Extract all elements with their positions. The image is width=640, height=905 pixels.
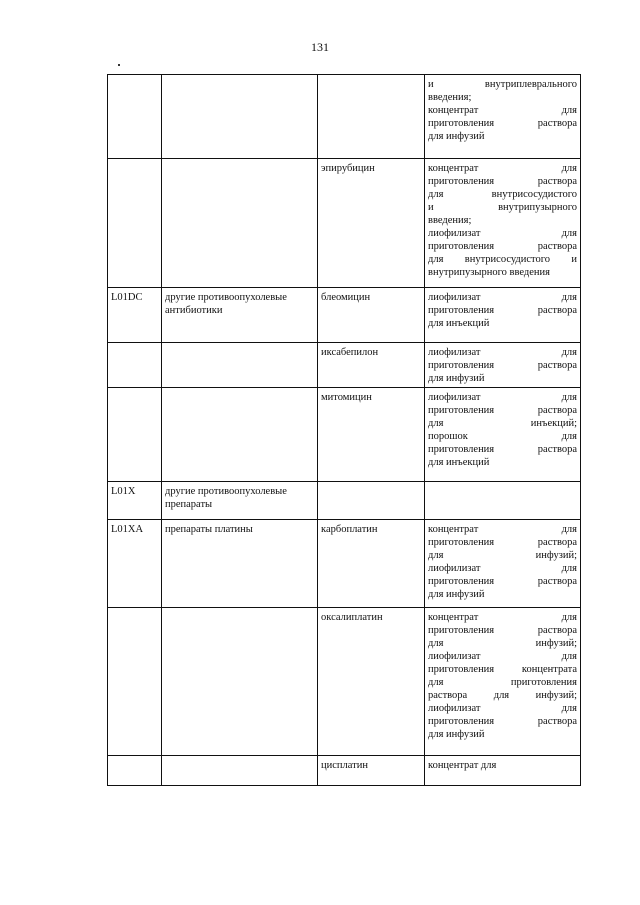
drug-name-cell [318,482,425,520]
table-row [108,343,581,388]
dosage-form-line: лиофилизат для [428,347,577,358]
table-row [108,608,581,756]
dosage-form-line: для инфузий [428,373,485,384]
group-name-cell [162,343,318,388]
dosage-form-line: порошок для [428,431,577,442]
dosage-form-line: лиофилизат для [428,392,577,403]
dosage-form-line: приготовления раствора [428,360,577,371]
atc-code-cell [108,343,162,388]
table-row [108,756,581,786]
atc-code-cell: L01XA [108,520,162,608]
table-row [108,482,581,520]
drug-table [107,74,581,786]
dosage-form-line: для внутрисосудистого и [428,254,577,265]
dosage-form-line: лиофилизат для [428,703,577,714]
atc-code-cell [108,159,162,288]
dosage-form-line: концентрат для [428,612,577,623]
table-row [108,288,581,343]
dosage-form-line: для инфузий [428,589,485,600]
dosage-form-line: и внутриплеврального [428,79,577,90]
dosage-form-line: введения; [428,92,472,103]
dosage-form-line: приготовления раствора [428,444,577,455]
group-name-cell [162,608,318,756]
dosage-form-line: лиофилизат для [428,292,577,303]
dosage-form-cell [425,756,581,786]
dosage-form-line: для приготовления [428,677,577,688]
group-name-cell [162,159,318,288]
drug-name-cell [318,75,425,159]
dosage-form-cell [425,388,581,482]
scan-dot [118,64,120,66]
dosage-form-line: концентрат для [428,760,497,771]
dosage-form-line: для инъекций; [428,418,577,429]
drug-name-cell: блеомицин [318,288,425,343]
dosage-form-cell [425,75,581,159]
table-row [108,520,581,608]
dosage-form-line: внутрипузырного введения [428,267,550,278]
group-name-cell: другие противоопухолевые антибиотики [162,288,318,343]
dosage-form-line: приготовления раствора [428,241,577,252]
dosage-form-line: концентрат для [428,105,577,116]
drug-name-cell: оксалиплатин [318,608,425,756]
dosage-form-cell [425,482,581,520]
dosage-form-line: для инфузий; [428,550,577,561]
dosage-form-cell [425,520,581,608]
drug-name-cell: иксабепилон [318,343,425,388]
group-name-cell: другие противоопухолевые препараты [162,482,318,520]
dosage-form-line: концентрат для [428,163,577,174]
dosage-form-line: приготовления раствора [428,118,577,129]
dosage-form-line: для инфузий; [428,638,577,649]
dosage-form-line: и внутрипузырного [428,202,577,213]
group-name-cell [162,756,318,786]
table-row [108,159,581,288]
dosage-form-line: для инъекций [428,318,490,329]
drug-name-cell: митомицин [318,388,425,482]
dosage-form-cell [425,608,581,756]
group-name-cell [162,388,318,482]
atc-code-cell [108,608,162,756]
dosage-form-line: концентрат для [428,524,577,535]
atc-code-cell [108,756,162,786]
dosage-form-line: для инфузий [428,131,485,142]
group-name-cell [162,75,318,159]
atc-code-cell: L01X [108,482,162,520]
dosage-form-line: лиофилизат для [428,651,577,662]
dosage-form-line: приготовления раствора [428,176,577,187]
dosage-form-line: приготовления раствора [428,405,577,416]
dosage-form-line: приготовления раствора [428,625,577,636]
page-number: 131 [311,40,329,54]
dosage-form-line: для внутрисосудистого [428,189,577,200]
atc-code-cell [108,388,162,482]
group-name-cell: препараты платины [162,520,318,608]
dosage-form-line: раствора для инфузий; [428,690,577,701]
dosage-form-line: введения; [428,215,472,226]
dosage-form-line: приготовления концентрата [428,664,577,675]
table-row [108,388,581,482]
dosage-form-line: приготовления раствора [428,537,577,548]
dosage-form-cell [425,288,581,343]
drug-name-cell: цисплатин [318,756,425,786]
dosage-form-line: лиофилизат для [428,563,577,574]
dosage-form-line: приготовления раствора [428,305,577,316]
dosage-form-line: приготовления раствора [428,576,577,587]
dosage-form-line: приготовления раствора [428,716,577,727]
dosage-form-line: для инъекций [428,457,490,468]
atc-code-cell [108,75,162,159]
atc-code-cell: L01DC [108,288,162,343]
dosage-form-cell [425,343,581,388]
table-body [108,75,581,786]
drug-name-cell: эпирубицин [318,159,425,288]
table-row [108,75,581,159]
dosage-form-line: для инфузий [428,729,485,740]
drug-name-cell: карбоплатин [318,520,425,608]
dosage-form-cell [425,159,581,288]
dosage-form-line: лиофилизат для [428,228,577,239]
